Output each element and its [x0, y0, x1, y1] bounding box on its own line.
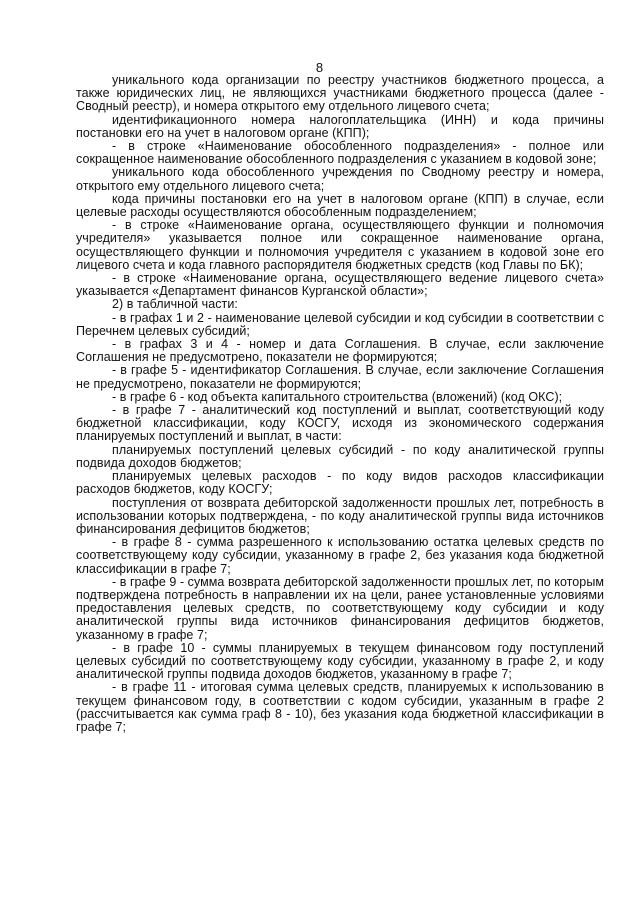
paragraph: - в графах 1 и 2 - наименование целевой субсидии и код субсидии в соответствии с Перечнем целевых субсидий;	[76, 310, 604, 338]
paragraph: - в графе 7 - аналитический код поступлений и выплат, соответствующий коду бюджетной классификации, коду КОСГУ, исходя из экономического содержания планируемых поступлений и выплат, в части:	[76, 403, 604, 444]
paragraph: - в графе 5 - идентификатор Соглашения. В случае, если заключение Соглашения не предусмотрено, показатели не формируются;	[76, 363, 604, 391]
paragraph: 2) в табличной части:	[112, 297, 238, 312]
paragraph: уникального кода организации по реестру участников бюджетного процесса, а также юридических лиц, не являющихся участниками бюджетного процесса (далее - Сводный реестр), и номера открытого ему отдельного лицевого счета;	[76, 73, 604, 114]
document-body	[76, 74, 604, 734]
paragraph: поступления от возврата дебиторской задолженности прошлых лет, потребность в использовании которых подтверждена, - по коду аналитической группы вида источников финансирования дефицитов бюджетов;	[76, 495, 604, 536]
paragraph: - в строке «Наименование органа, осуществляющего ведение лицевого счета» указывается «Департамент финансов Курганской области»;	[76, 271, 604, 299]
paragraph: - в графе 9 - сумма возврата дебиторской задолженности прошлых лет, по которым подтверждена потребность в направлении их на цели, ранее установленные условиями предоставления целевых средств, по соответствующему коду субсидии и коду аналитической группы вида источников финансирования дефицитов бюджетов, указанному в графе 7;	[76, 574, 604, 642]
paragraph: идентификационного номера налогоплательщика (ИНН) и кода причины постановки его на учет в налоговом органе (КПП);	[76, 112, 604, 140]
paragraph: - в графе 10 - суммы планируемых в текущем финансовом году поступлений целевых субсидий по соответствующему коду субсидии, указанному в графе 2, и коду аналитической группы подвида доходов бюджетов, указанному в графе 7;	[76, 640, 604, 682]
paragraph: - в графе 11 - итоговая сумма целевых средств, планируемых к использованию в текущем финансовом году, в соответствии с кодом субсидии, указанным в графе 2 (рассчитывается как сумма граф 8 - 10), без указания кода бюджетной классификации в графе 7;	[76, 680, 604, 734]
paragraph: планируемых целевых расходов - по коду видов расходов классификации расходов бюджетов, коду КОСГУ;	[76, 469, 604, 497]
paragraph: - в графе 6 - код объекта капитального строительства (вложений) (код ОКС);	[112, 389, 563, 404]
paragraph: планируемых поступлений целевых субсидий - по коду аналитической группы подвида доходов бюджетов;	[76, 442, 604, 470]
paragraph: - в графах 3 и 4 - номер и дата Соглашения. В случае, если заключение Соглашения не предусмотрено, показатели не формируются;	[76, 337, 604, 365]
page-number: 8	[315, 60, 324, 75]
paragraph: - в графе 8 - сумма разрешенного к использованию остатка целевых средств по соответствующему коду субсидии, указанному в графе 2, без указания кода бюджетной классификации в графе 7;	[76, 535, 604, 576]
paragraph: уникального кода обособленного учреждения по Сводному реестру и номера, открытого ему отдельного лицевого счета;	[76, 165, 604, 193]
paragraph: - в строке «Наименование органа, осуществляющего функции и полномочия учредителя» указывается полное или сокращенное наименование органа, осуществляющего функции и полномочия учредителя с указанием в кодовой зоне его лицевого счета и кода главного распорядителя бюджетных средств (код Главы по БК);	[76, 218, 604, 272]
paragraph: - в строке «Наименование обособленного подразделения» - полное или сокращенное наименование обособленного подразделения с указанием в кодовой зоне;	[76, 139, 604, 167]
paragraph: кода причины постановки его на учет в налоговом органе (КПП) в случае, если целевые расходы осуществляются обособленным подразделением;	[76, 191, 604, 220]
